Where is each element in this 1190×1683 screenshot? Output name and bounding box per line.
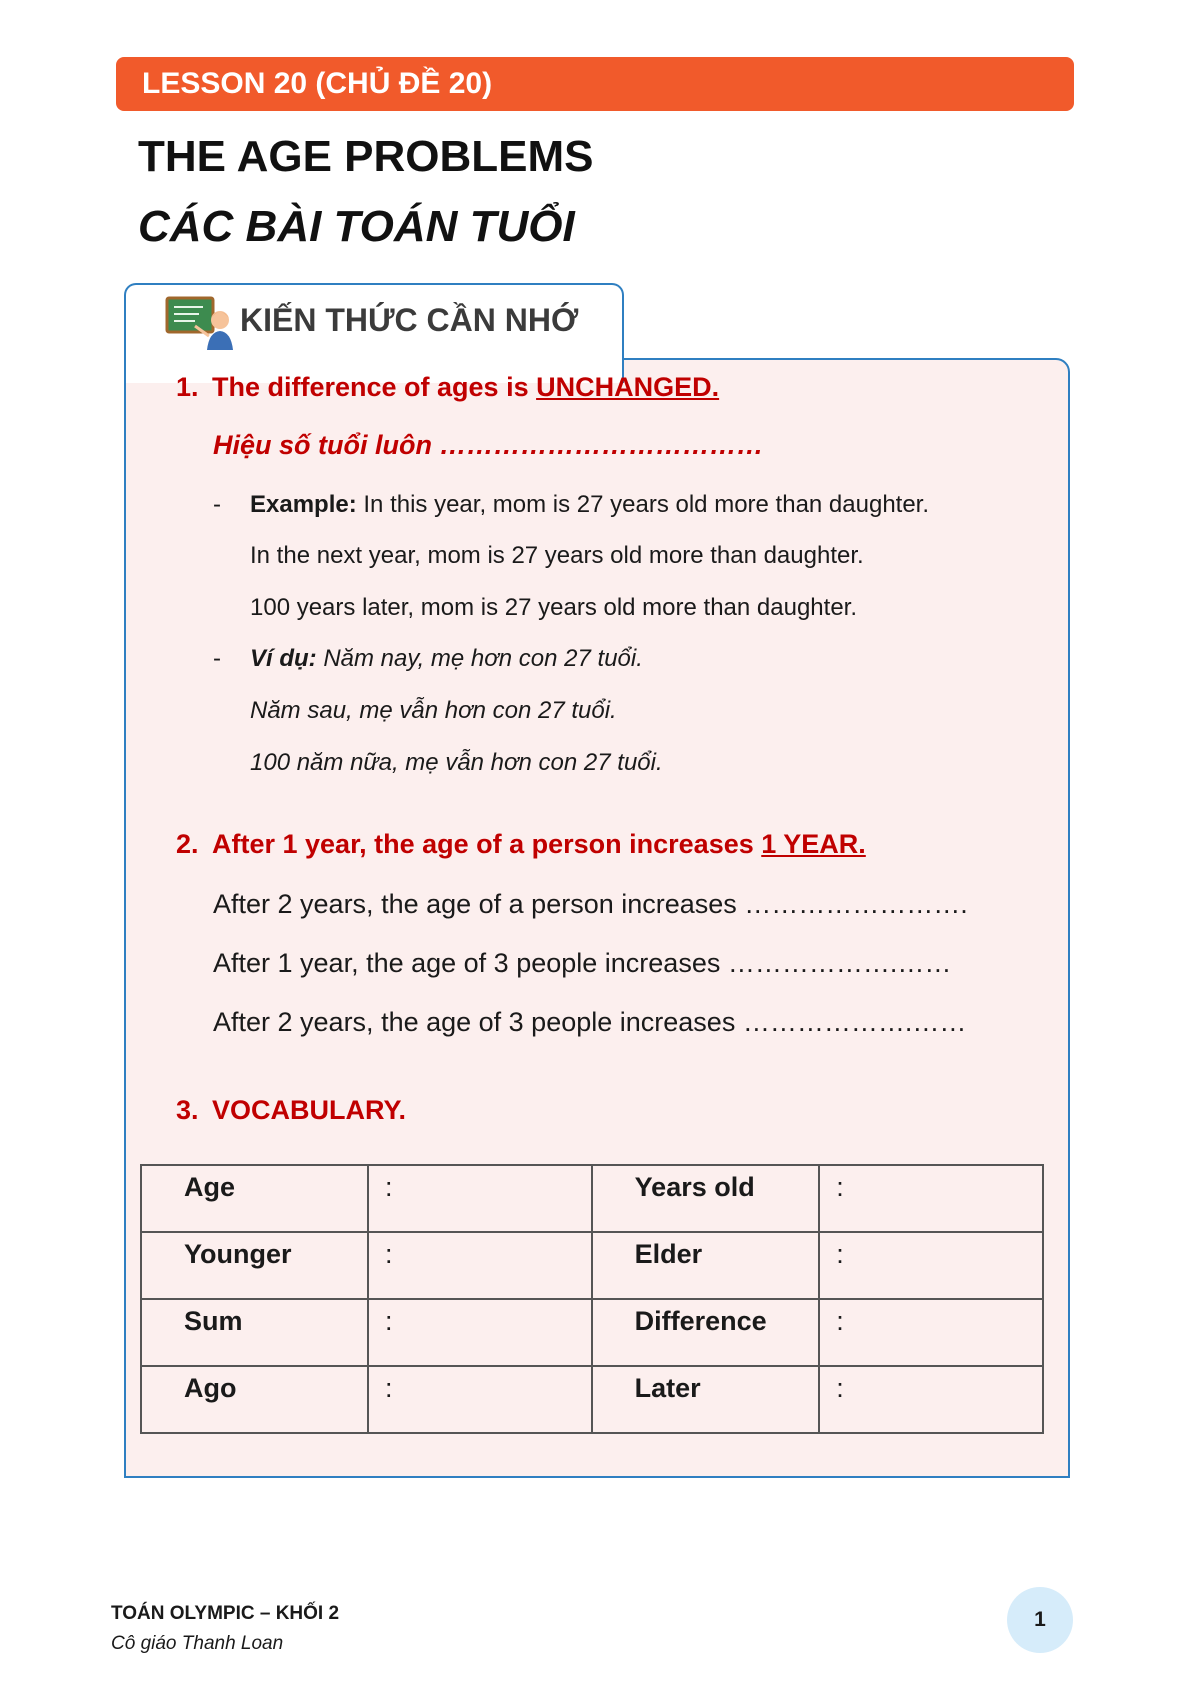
example-line-1 xyxy=(250,491,929,519)
point-3-text: VOCABULARY. xyxy=(212,1095,407,1125)
vocab-answer-cell: : xyxy=(819,1366,1043,1433)
table-row xyxy=(141,1299,1043,1366)
vi-example-line-3: 100 năm nữa, mẹ vẫn hơn con 27 tuổi. xyxy=(250,749,663,776)
vi-example-line-1 xyxy=(250,645,643,673)
page-number: 1 xyxy=(1007,1587,1073,1653)
footer-teacher: Cô giáo Thanh Loan xyxy=(111,1633,284,1654)
point-2-line-2: After 1 year, the age of 3 people increases ……………….…… xyxy=(213,948,952,978)
vocab-term: Younger xyxy=(141,1232,368,1299)
vocab-answer-cell: : xyxy=(819,1165,1043,1232)
example-line-3: 100 years later, mom is 27 years old more than daughter. xyxy=(250,594,857,621)
table-row xyxy=(141,1366,1043,1433)
point-1-text: The difference of ages is xyxy=(212,372,537,402)
point-2-text: After 1 year, the age of a person increases xyxy=(212,829,762,859)
teacher-blackboard-icon xyxy=(165,296,237,352)
table-row xyxy=(141,1232,1043,1299)
point-2-emphasis: 1 YEAR. xyxy=(761,829,866,859)
footer-school: TOÁN OLYMPIC – KHỐI 2 xyxy=(111,1603,340,1624)
point-1-number: 1. xyxy=(176,372,199,402)
vocab-answer-cell: : xyxy=(819,1232,1043,1299)
point-1-heading xyxy=(176,372,719,403)
vocab-term: Age xyxy=(141,1165,368,1232)
lesson-banner: LESSON 20 (CHỦ ĐỀ 20) xyxy=(116,57,1074,111)
vocab-term: Years old xyxy=(592,1165,820,1232)
vocab-answer-cell: : xyxy=(368,1232,592,1299)
vocab-term: Sum xyxy=(141,1299,368,1366)
bullet-dash: - xyxy=(213,491,221,518)
vocab-answer-cell: : xyxy=(368,1299,592,1366)
point-2-line-3: After 2 years, the age of 3 people increases ……………….…… xyxy=(213,1007,967,1037)
point-3-heading xyxy=(176,1095,406,1126)
point-2-heading xyxy=(176,829,866,860)
vocabulary-table xyxy=(140,1164,1044,1434)
example-text-1: In this year, mom is 27 years old more than daughter. xyxy=(356,491,930,518)
page-title-vietnamese: CÁC BÀI TOÁN TUỔI xyxy=(138,202,575,251)
vi-example-line-2: Năm sau, mẹ vẫn hơn con 27 tuổi. xyxy=(250,697,617,724)
vocab-term: Difference xyxy=(592,1299,820,1366)
vocab-answer-cell: : xyxy=(368,1165,592,1232)
example-line-2: In the next year, mom is 27 years old more than daughter. xyxy=(250,542,864,569)
vocab-term: Elder xyxy=(592,1232,820,1299)
vi-example-text-1: Năm nay, mẹ hơn con 27 tuổi. xyxy=(316,645,643,672)
vocab-term: Ago xyxy=(141,1366,368,1433)
point-2-line-1: After 2 years, the age of a person increases ……………………. xyxy=(213,889,968,919)
point-1-vietnamese-prompt: Hiệu số tuổi luôn ……………………………… xyxy=(213,430,764,460)
table-row xyxy=(141,1165,1043,1232)
vi-example-label: Ví dụ: xyxy=(250,645,317,672)
example-label: Example: xyxy=(250,491,357,518)
point-3-number: 3. xyxy=(176,1095,199,1125)
vocab-answer-cell: : xyxy=(368,1366,592,1433)
page-title: THE AGE PROBLEMS xyxy=(138,132,594,181)
bullet-dash: - xyxy=(213,645,221,672)
section-tab-label: KIẾN THỨC CẦN NHỚ xyxy=(240,302,579,338)
vocab-term: Later xyxy=(592,1366,820,1433)
point-1-emphasis: UNCHANGED. xyxy=(536,372,720,402)
vocab-answer-cell: : xyxy=(819,1299,1043,1366)
point-2-number: 2. xyxy=(176,829,199,859)
